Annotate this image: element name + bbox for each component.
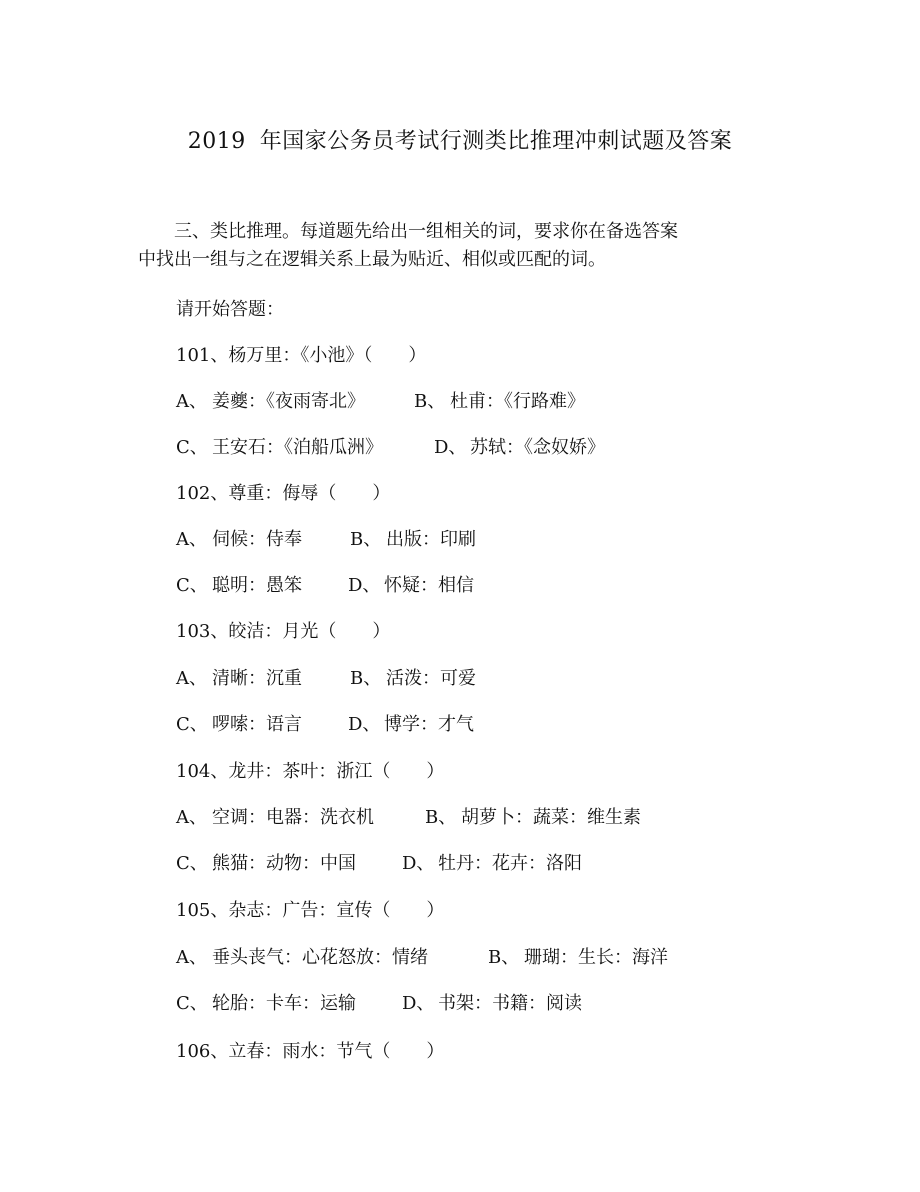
option-b[interactable] [350, 528, 476, 552]
option-row [176, 436, 605, 460]
option-text: 杜甫：《行路难》 [450, 391, 585, 412]
option-letter: B、 [414, 391, 446, 412]
option-d[interactable] [402, 852, 582, 876]
option-letter: D、 [348, 575, 381, 596]
option-a[interactable] [176, 946, 488, 970]
title-year: 2019 [187, 129, 246, 154]
option-text: 垂头丧气：心花怒放：情绪 [212, 947, 428, 968]
option-row [176, 574, 474, 598]
option-d[interactable] [348, 713, 474, 737]
option-letter: A、 [176, 391, 207, 412]
option-a[interactable] [176, 667, 350, 691]
option-text: 聪明：愚笨 [212, 575, 302, 596]
option-text: 空调：电器：洗衣机 [212, 807, 374, 828]
option-text: 书架：书籍：阅读 [438, 993, 582, 1014]
option-text: 怀疑：相信 [384, 575, 474, 596]
option-a[interactable] [176, 806, 425, 830]
option-text: 姜夔：《夜雨寄北》 [212, 391, 365, 412]
option-text: 胡萝卜：蔬菜：维生素 [461, 807, 641, 828]
option-letter: D、 [434, 437, 467, 458]
option-row [176, 390, 585, 414]
option-c[interactable] [176, 992, 402, 1016]
option-text: 牡丹：花卉：洛阳 [438, 853, 582, 874]
option-text: 轮胎：卡车：运输 [212, 993, 356, 1014]
option-c[interactable] [176, 574, 348, 598]
question-stem: 102、尊重：侮辱（ ） [176, 483, 391, 504]
start-prompt: 请开始答题： [176, 299, 284, 320]
option-letter: C、 [176, 853, 208, 874]
option-text: 珊瑚：生长：海洋 [524, 947, 668, 968]
option-a[interactable] [176, 390, 414, 414]
option-letter: A、 [176, 807, 207, 828]
option-b[interactable] [414, 390, 585, 414]
question-stem: 101、杨万里：《小池》（ ） [176, 345, 427, 366]
option-text: 王安石：《泊船瓜洲》 [212, 437, 383, 458]
option-letter: C、 [176, 437, 208, 458]
option-letter: D、 [348, 714, 381, 735]
option-letter: D、 [402, 853, 435, 874]
question-stem: 105、杂志：广告：宣传（ ） [176, 900, 445, 921]
option-row [176, 992, 582, 1016]
option-a[interactable] [176, 528, 350, 552]
option-row [176, 528, 476, 552]
option-letter: B、 [350, 529, 382, 550]
document-title [0, 124, 920, 155]
option-text: 苏轼：《念奴娇》 [470, 437, 605, 458]
option-row [176, 713, 474, 737]
option-text: 熊猫：动物：中国 [212, 853, 356, 874]
instructions-paragraph [138, 218, 738, 274]
option-c[interactable] [176, 852, 402, 876]
option-letter: A、 [176, 947, 207, 968]
option-letter: C、 [176, 575, 208, 596]
option-text: 博学：才气 [384, 714, 474, 735]
option-b[interactable] [425, 806, 641, 830]
option-c[interactable] [176, 436, 434, 460]
option-d[interactable] [348, 574, 474, 598]
option-letter: B、 [350, 668, 382, 689]
question-stem: 104、龙井：茶叶：浙江（ ） [176, 761, 445, 782]
option-letter: A、 [176, 668, 207, 689]
option-text: 啰嗦：语言 [212, 714, 302, 735]
option-row [176, 806, 641, 830]
option-c[interactable] [176, 713, 348, 737]
option-text: 伺候：侍奉 [212, 529, 302, 550]
question-stem: 103、皎洁：月光（ ） [176, 621, 391, 642]
instructions-line-1: 三、类比推理。每道题先给出一组相关的词，要求你在备选答案 [174, 221, 678, 242]
option-letter: D、 [402, 993, 435, 1014]
question-stem: 106、立春：雨水：节气（ ） [176, 1041, 445, 1062]
option-text: 清晰：沉重 [212, 668, 302, 689]
option-b[interactable] [350, 667, 476, 691]
option-letter: C、 [176, 993, 208, 1014]
option-row [176, 667, 476, 691]
option-d[interactable] [402, 992, 582, 1016]
option-letter: C、 [176, 714, 208, 735]
title-text: 年国家公务员考试行测类比推理冲刺试题及答案 [259, 129, 733, 154]
option-letter: A、 [176, 529, 207, 550]
option-d[interactable] [434, 436, 605, 460]
option-text: 出版：印刷 [386, 529, 476, 550]
option-letter: B、 [425, 807, 457, 828]
option-text: 活泼：可爱 [386, 668, 476, 689]
instructions-line-2: 中找出一组与之在逻辑关系上最为贴近、相似或匹配的词。 [138, 249, 606, 270]
option-letter: B、 [488, 947, 520, 968]
option-row [176, 852, 582, 876]
option-b[interactable] [488, 946, 668, 970]
option-row [176, 946, 668, 970]
